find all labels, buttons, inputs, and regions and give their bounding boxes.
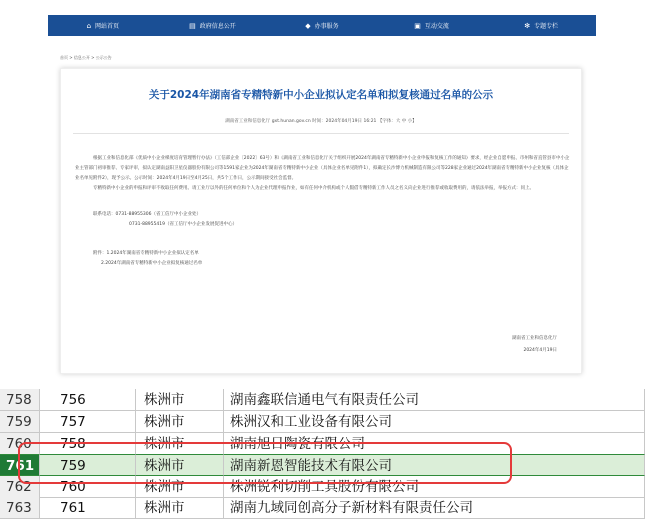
cell-index[interactable]: 760 [40,476,136,498]
cell-company[interactable]: 湖南旭日陶瓷有限公司 [224,433,645,455]
contact-line: 0731-88955419（省工信厅中小企业发展促进中心） [129,222,237,227]
cell-company[interactable]: 湖南九域同创高分子新材料有限责任公司 [224,497,645,519]
article-body [75,154,571,269]
cell-company[interactable]: 湖南新恩智能技术有限公司 [224,454,645,476]
cell-city[interactable]: 株洲市 [136,433,224,455]
signature [512,333,557,357]
row-number[interactable]: 760 [0,433,40,455]
article-title: 关于2024年湖南省专精特新中小企业拟认定名单和拟复核通过名单的公示 [148,89,494,101]
cell-index[interactable]: 759 [40,454,136,476]
document-icon: ▤ [189,21,196,30]
article-panel [60,68,582,374]
cell-company[interactable]: 株洲汉和工业设备有限公司 [224,411,645,433]
cell-index[interactable]: 761 [40,497,136,519]
nav-label: 互动交流 [424,23,449,30]
cell-company[interactable]: 湖南鑫联信通电气有限责任公司 [224,389,645,411]
sign-org: 湖南省工业和信息化厅 [512,336,557,341]
topic-icon: ✻ [524,21,531,30]
contact-block [93,210,571,230]
cell-city[interactable]: 株洲市 [136,454,224,476]
table-row[interactable] [0,497,645,519]
row-number[interactable]: 759 [0,411,40,433]
main-nav [48,15,596,36]
cell-index[interactable]: 757 [40,411,136,433]
cell-city[interactable]: 株洲市 [136,476,224,498]
nav-label: 网站首页 [95,23,120,30]
row-number[interactable]: 761 [0,454,40,476]
paragraph: 专精特新中小企业的申报和评审不收取任何费用。请工业厅以外的任何单位和个人为企业代理申报作业，如有任何中介机构或个人假借专精特新工作人员之名义向企业进行推荐或收取费用的，请依法举报，举报方式：同上。 [93,186,534,191]
sign-date: 2024年4月19日 [523,348,557,353]
breadcrumb[interactable]: 首页 > 信息公开 > 公示公告 [60,55,112,60]
cell-index[interactable]: 758 [40,433,136,455]
nav-info-disclosure[interactable] [158,21,268,30]
highlight-box [18,442,512,484]
nav-services[interactable] [267,21,377,30]
cell-company[interactable]: 株洲锐利切削工具股份有限公司 [224,476,645,498]
row-number[interactable]: 758 [0,389,40,411]
chat-icon: ▣ [414,21,421,30]
nav-label: 办事服务 [314,23,339,30]
divider [73,133,569,134]
contact-line: 联系电话：0731-88955306（省工信厅中小企业处） [93,212,201,217]
cell-city[interactable]: 株洲市 [136,497,224,519]
cell-city[interactable]: 株洲市 [136,411,224,433]
table-row[interactable] [0,411,645,433]
nav-topics[interactable] [486,21,596,30]
service-icon: ◆ [305,21,311,30]
attachment-link[interactable]: 2.2024年湖南省专精特新中小企业拟复核通过名单 [101,261,203,266]
attachment-link[interactable]: 附件：1.2024年湖南省专精特新中小企业拟认定名单 [93,251,199,256]
table-row[interactable] [0,389,645,411]
nav-label: 政府信息公开 [199,23,236,30]
cell-index[interactable]: 756 [40,389,136,411]
nav-home[interactable] [48,21,158,30]
paragraph: 根据工业和信息化部《优质中小企业梯度培育管理暂行办法》（工信部企业〔2022〕63号）和《湖南省工业和信息化厅关于组织开展2024年湖南省专精特新中小企业申报和复核工作的通知》要求，经企业自愿申报、市州和省直管县市中小企业主管部门初审推荐、专家评审，拟认定湖南益阳卫星仪器股份有限公司等1591家企业为2024年湖南省专精特新中小企业（具体企业名单见附件1），拟确定长沙博力机械制造有限公司等228家企业通过2024年湖南省专精特新中小企业复核（具体企业名单见附件2），现予公示。公示时间：2024年4月19日至4月25日，共5个工作日，公示期间接受社会监督。 [75,156,570,181]
cell-city[interactable]: 株洲市 [136,389,224,411]
nav-interaction[interactable] [377,21,487,30]
home-icon: ⌂ [86,21,92,30]
row-number[interactable]: 763 [0,497,40,519]
row-number[interactable]: 762 [0,476,40,498]
attachments-block [93,249,571,269]
nav-label: 专题专栏 [534,23,559,30]
article-meta: 湖南省工业和信息化厅 gxt.hunan.gov.cn 时间：2024年04月19日 16:21 【字体：大 中 小】 [225,119,417,124]
